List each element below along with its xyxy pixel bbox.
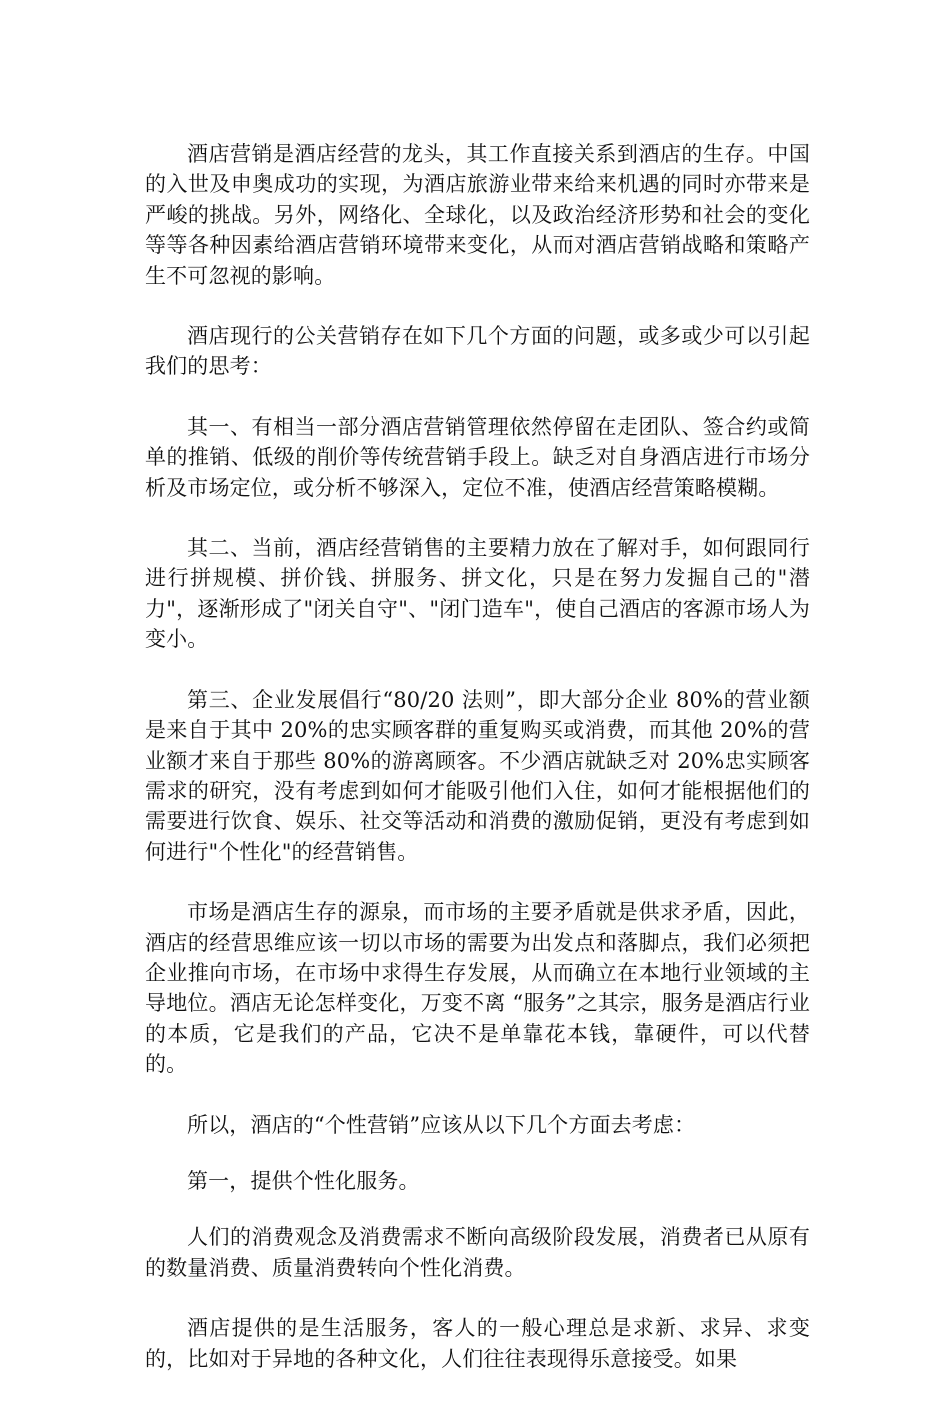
- paragraph-problems-intro: 酒店现行的公关营销存在如下几个方面的问题，或多或少可以引起我们的思考：: [145, 324, 810, 379]
- paragraph-intro: 酒店营销是酒店经营的龙头，其工作直接关系到酒店的生存。中国的入世及申奥成功的实现，为酒店旅游业带来给来机遇的同时亦带来是严峻的挑战。另外，网络化、全球化，以及政治经济形势和社会的变化等等各种因素给酒店营销环境带来变化，从而对酒店营销战略和策略产生不可忽视的影响。: [145, 142, 810, 288]
- paragraph-market: 市场是酒店生存的源泉，而市场的主要矛盾就是供求矛盾，因此，酒店的经营思维应该一切以市场的需要为出发点和落脚点，我们必须把企业推向市场，在市场中求得生存发展，从而确立在本地行业领域的主导地位。酒店无论怎样变化，万变不离 “服务”之其宗，服务是酒店行业的本质，它是我们的产品，它决不是单靠花本钱，靠硬件，可以代替的。: [145, 900, 810, 1077]
- paragraph-first-point: 第一，提供个性化服务。: [187, 1168, 420, 1193]
- paragraph-consumption: 人们的消费观念及消费需求不断向高级阶段发展，消费者已从原有的数量消费、质量消费转向个性化消费。: [145, 1225, 810, 1280]
- paragraph-personal-marketing: 所以，酒店的“个性营销”应该从以下几个方面去考虑：: [187, 1112, 696, 1137]
- paragraph-problem-one: 其一、有相当一部分酒店营销管理依然停留在走团队、签合约或简单的推销、低级的削价等传统营销手段上。缺乏对自身酒店进行市场分析及市场定位，或分析不够深入，定位不准，使酒店经营策略模糊。: [145, 414, 810, 500]
- document-page: [145, 139, 810, 1404]
- paragraph-problem-two: 其二、当前，酒店经营销售的主要精力放在了解对手，如何跟同行进行拼规模、拼价钱、拼服务、拼文化，只是在努力发掘自己的"潜力"，逐渐形成了"闭关自守"、"闭门造车"，使自己酒店的客源市场人为变小。: [145, 536, 810, 652]
- paragraph-problem-three: 第三、企业发展倡行“80/20 法则”，即大部分企业 80%的营业额是来自于其中 20%的忠实顾客群的重复购买或消费，而其他 20%的营业额才来自于那些 80%的游离顾客。不少酒店就缺乏对 20%忠实顾客需求的研究，没有考虑到如何才能吸引他们入住，如何才能根据他们的需要进行饮食、娱乐、社交等活动和消费的激励促销，更没有考虑到如何进行"个性化"的经营销售。: [145, 687, 810, 864]
- paragraph-hotel-service: 酒店提供的是生活服务，客人的一般心理总是求新、求异、求变的，比如对于异地的各种文化，人们往往表现得乐意接受。如果: [145, 1316, 810, 1371]
